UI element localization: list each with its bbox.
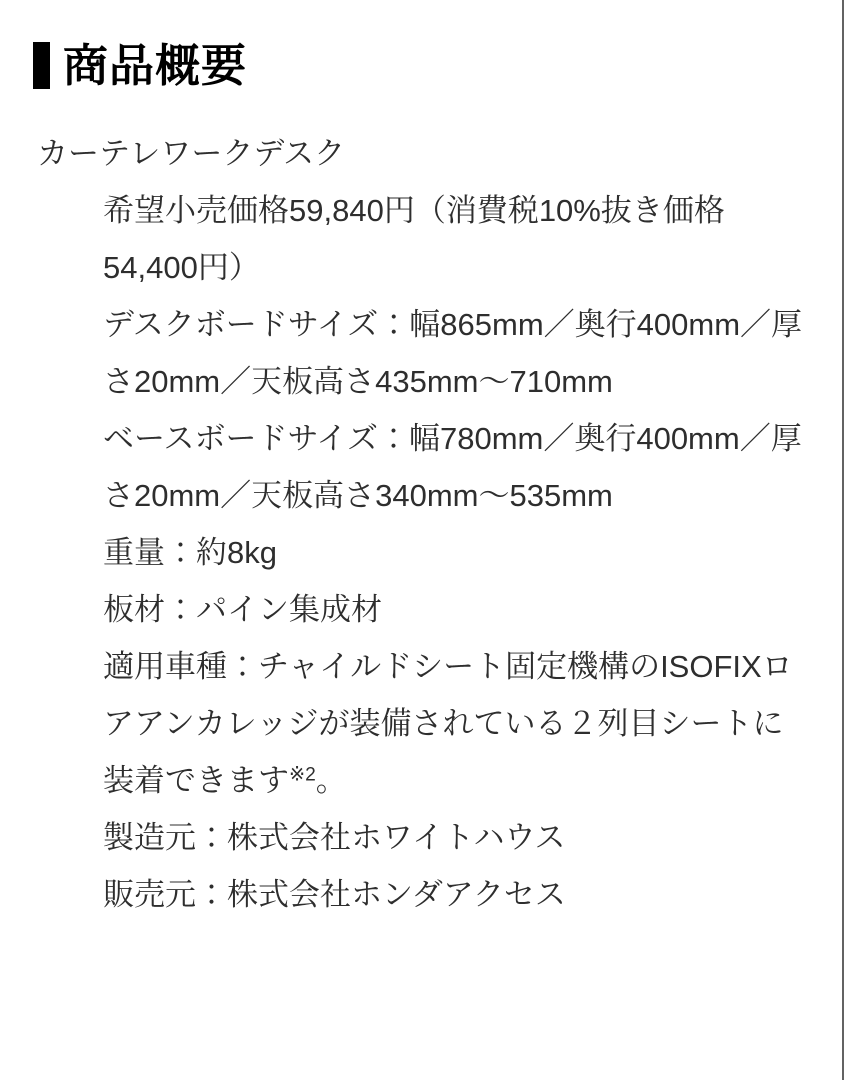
spec-text: ベースボードサイズ：幅780mm／奥行400mm／厚さ20mm／天板高さ340mm～535mm bbox=[103, 421, 802, 514]
spec-text: 適用車種：チャイルドシート固定機構のISOFIXロアアンカレッジが装備されている２列目シートに装着できます bbox=[103, 649, 793, 799]
spec-item bbox=[103, 182, 813, 296]
product-name: カーテレワークデスク bbox=[37, 136, 346, 172]
spec-item bbox=[103, 524, 813, 581]
spec-text: 。 bbox=[315, 763, 347, 799]
spec-item bbox=[103, 296, 813, 410]
right-edge-line bbox=[842, 0, 844, 1080]
spec-item bbox=[103, 410, 813, 524]
spec-text: 製造元：株式会社ホワイトハウス bbox=[103, 820, 566, 856]
section-title-accent-bar bbox=[33, 42, 50, 89]
spec-text: 重量：約8kg bbox=[103, 535, 277, 571]
section-title bbox=[36, 42, 813, 89]
spec-text: 板材：パイン集成材 bbox=[103, 592, 382, 628]
section-title-text: 商品概要 bbox=[63, 40, 248, 91]
spec-text: 希望小売価格59,840円（消費税10%抜き価格54,400円） bbox=[103, 193, 725, 286]
spec-item bbox=[103, 581, 813, 638]
spec-text: 販売元：株式会社ホンダアクセス bbox=[103, 877, 566, 913]
spec-list bbox=[36, 182, 813, 923]
spec-item bbox=[103, 866, 813, 923]
footnote-reference: ※2 bbox=[289, 764, 316, 786]
spec-item bbox=[103, 809, 813, 866]
spec-item bbox=[103, 638, 813, 809]
spec-text: デスクボードサイズ：幅865mm／奥行400mm／厚さ20mm／天板高さ435mm～710mm bbox=[103, 307, 803, 400]
